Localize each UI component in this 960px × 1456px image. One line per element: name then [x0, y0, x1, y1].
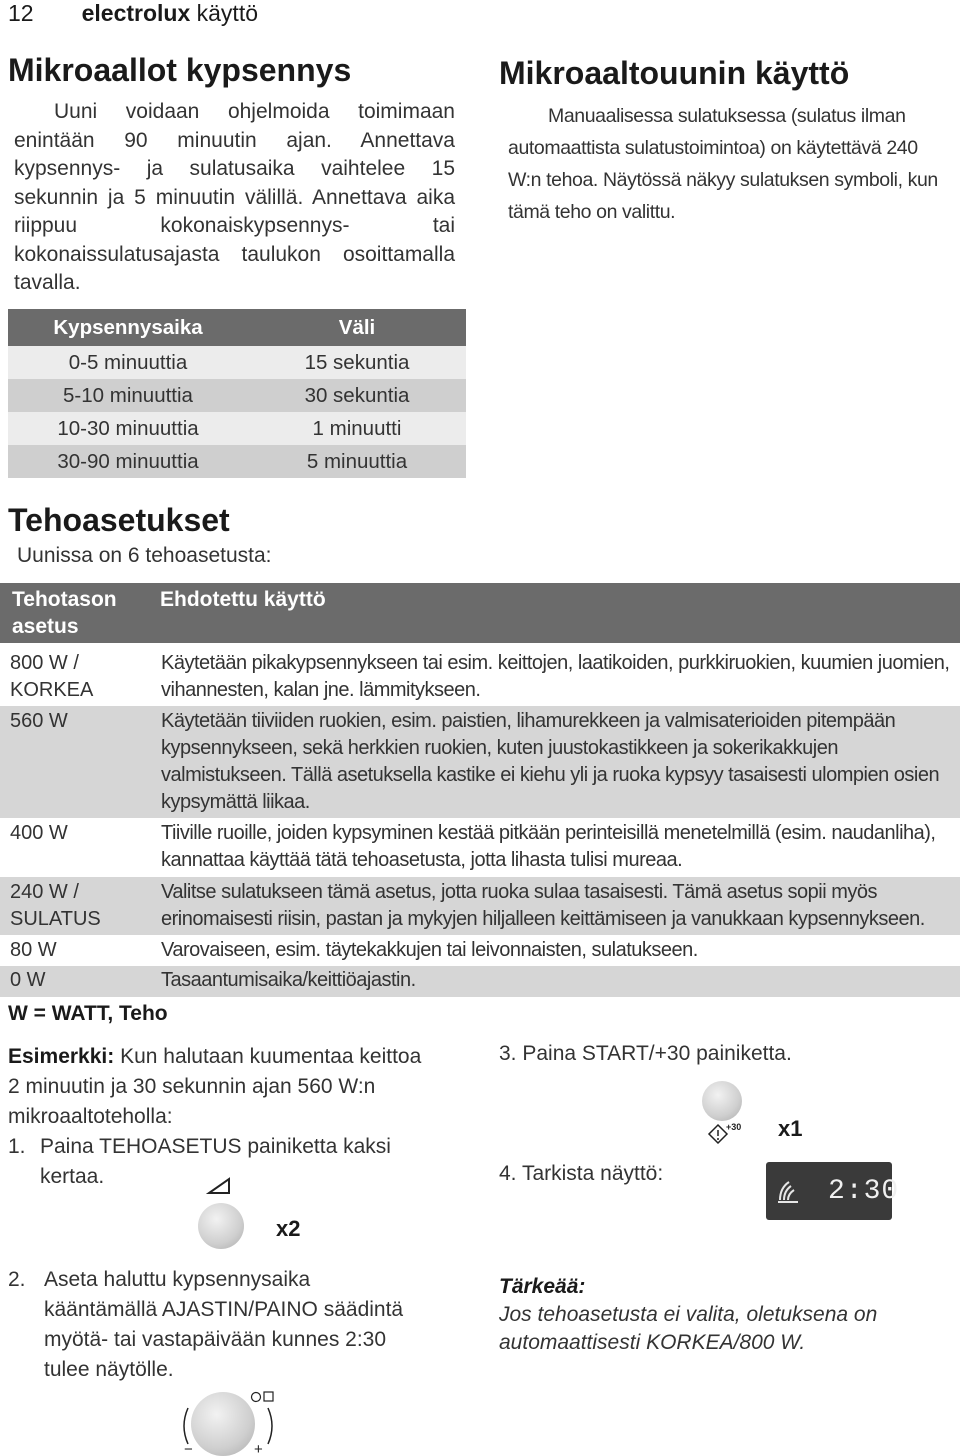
- brand-name: electrolux: [81, 0, 191, 26]
- left-section-title: Mikroaallot kypsennys: [8, 52, 352, 88]
- example-intro: [8, 1042, 428, 1132]
- power-level: 240 W / SULATUS: [10, 881, 101, 930]
- start-button[interactable]: [702, 1081, 742, 1121]
- power-usage: Tiiville ruoille, joiden kypsyminen kestää pitkään perinteisillä menetelmillä (esim. naudanliha), kannattaa käyttää tätä tehoasetusta, jotta lihasta tulisi mureaa.: [161, 822, 936, 871]
- step-number: 1.: [8, 1135, 26, 1158]
- example-step-3: 3. Paina START/+30 painiketta.: [499, 1042, 792, 1065]
- table-row: [8, 412, 466, 445]
- defrost-symbol-icon: [774, 1176, 804, 1206]
- start-icon: [706, 1122, 746, 1150]
- step-text: Paina TEHOASETUS painiketta kaksi kertaa.: [40, 1135, 391, 1188]
- table-cell: 10-30 minuuttia: [8, 412, 248, 445]
- left-section-paragraph: Uuni voidaan ohjelmoida toimimaan enintään 90 minuutin ajan. Annettava kypsennys- ja sulatusaika vaihtelee 15 sekunnin ja 5 minuutin välillä. Annettava aika riippuu kokonaiskypsennys- tai kokonaissulatusajasta taulukon osoittamalla tavalla.: [14, 100, 455, 294]
- power-usage: Käytetään pikakypsennykseen tai esim. keittojen, laatikoiden, purkkiruokien, kuumien juomien, vihannesten, kalan jne. lämmitykseen.: [161, 652, 950, 701]
- table-header-cell: Kypsennysaika: [8, 309, 248, 346]
- power-usage: Valitse sulatukseen tämä asetus, jotta ruoka sulaa tasaisesti. Tämä asetus sopii myös erinomaisesti riisin, pastan ja mykyjen hiljalleen keittämiseen ja vanukkaan kypsennykseen.: [161, 881, 925, 930]
- knob-minus-label: −: [184, 1441, 193, 1456]
- table-cell: 30-90 minuuttia: [8, 445, 248, 478]
- example-step-2: [8, 1265, 428, 1385]
- table-row: [0, 820, 960, 876]
- press-count-x2: x2: [276, 1216, 301, 1241]
- power-level: 0 W: [10, 969, 46, 991]
- table-row: [0, 706, 960, 818]
- knob-plus-label: +: [254, 1441, 263, 1456]
- power-level: 560 W: [10, 710, 68, 732]
- power-level: 400 W: [10, 822, 68, 844]
- example-text: Kun halutaan kuumentaa keittoa 2 minuutin ja 30 sekunnin ajan 560 W:n mikroaaltoteholla:: [8, 1045, 422, 1128]
- power-setting-icon: [206, 1176, 232, 1196]
- table-row: [0, 937, 960, 965]
- table-cell: 1 minuutti: [248, 412, 466, 445]
- table-row: [8, 379, 466, 412]
- table-row: [8, 346, 466, 379]
- step-text: Aseta haluttu kypsennysaika kääntämällä AJASTIN/PAINO säädintä myötä- tai vastapäivään kunnes 2:30 tulee näytölle.: [44, 1268, 404, 1381]
- power-header-usage: Ehdotettu käyttö: [160, 588, 326, 611]
- start-plus30-label: +30: [726, 1122, 742, 1132]
- table-row: [0, 966, 960, 997]
- oven-display: [766, 1162, 900, 1220]
- timer-weight-knob[interactable]: [191, 1392, 255, 1456]
- important-note: [499, 1273, 939, 1357]
- table-header-cell: Väli: [248, 309, 466, 346]
- power-level: 800 W / KORKEA: [10, 652, 94, 701]
- power-footnote: W = WATT, Teho: [8, 1002, 168, 1025]
- table-cell: 15 sekuntia: [248, 346, 466, 379]
- important-label: Tärkeää:: [499, 1275, 586, 1298]
- page-header: [8, 0, 258, 27]
- right-section-paragraph: Manuaalisessa sulatuksessa (sulatus ilman automaattista sulatustoimintoa) on käytettävä 240 W:n tehoa. Näytössä näkyy sulatuksen symboli, kun tämä teho on valittu.: [508, 105, 938, 223]
- table-cell: 5 minuuttia: [248, 445, 466, 478]
- important-text: Jos tehoasetusta ei valita, oletuksena on automaattisesti KORKEA/800 W.: [499, 1303, 878, 1354]
- page-number: 12: [8, 0, 34, 26]
- power-usage: Varovaiseen, esim. täytekakkujen tai leivonnaisten, sulatukseen.: [161, 939, 698, 961]
- power-usage: Käytetään tiiviiden ruokien, esim. paistien, lihamurekkeen ja valmisaterioiden pitempään kypsennykseen, sekä herkkien ruokien, kuten juustokastikkeen ja sokerikakkujen valmistukseen. Tällä asetuksella kastike ei kiehu yli ja ruoka kypsyy tasaisesti ulompien osien kypsymättä liikaa.: [161, 710, 940, 813]
- right-section-title: Mikroaaltouunin käyttö: [499, 55, 850, 91]
- power-header-level: Tehotason asetus: [12, 588, 117, 638]
- clock-icon: [252, 1393, 261, 1402]
- example-step-4: 4. Tarkista näyttö:: [499, 1162, 664, 1185]
- table-cell: 0-5 minuuttia: [8, 346, 248, 379]
- table-header-row: [8, 309, 466, 346]
- table-cell: 5-10 minuuttia: [8, 379, 248, 412]
- power-usage: Tasaantumisaika/keittiöajastin.: [161, 969, 416, 991]
- press-count-x1: x1: [778, 1116, 803, 1141]
- power-level: 80 W: [10, 939, 57, 961]
- power-setting-button[interactable]: [198, 1203, 244, 1249]
- header-section: käyttö: [196, 0, 259, 26]
- table-row: [0, 650, 960, 706]
- step-number: 2.: [8, 1268, 26, 1291]
- power-section-intro: Uunissa on 6 tehoasetusta:: [17, 544, 272, 567]
- power-section-title: Tehoasetukset: [8, 502, 230, 538]
- table-row: [8, 445, 466, 478]
- display-time: 2:30: [828, 1176, 900, 1207]
- weight-icon: [264, 1392, 273, 1401]
- example-label: Esimerkki:: [8, 1045, 115, 1068]
- cooking-time-table: [8, 309, 466, 478]
- table-row: [0, 877, 960, 935]
- table-cell: 30 sekuntia: [248, 379, 466, 412]
- power-table-header: [0, 583, 960, 643]
